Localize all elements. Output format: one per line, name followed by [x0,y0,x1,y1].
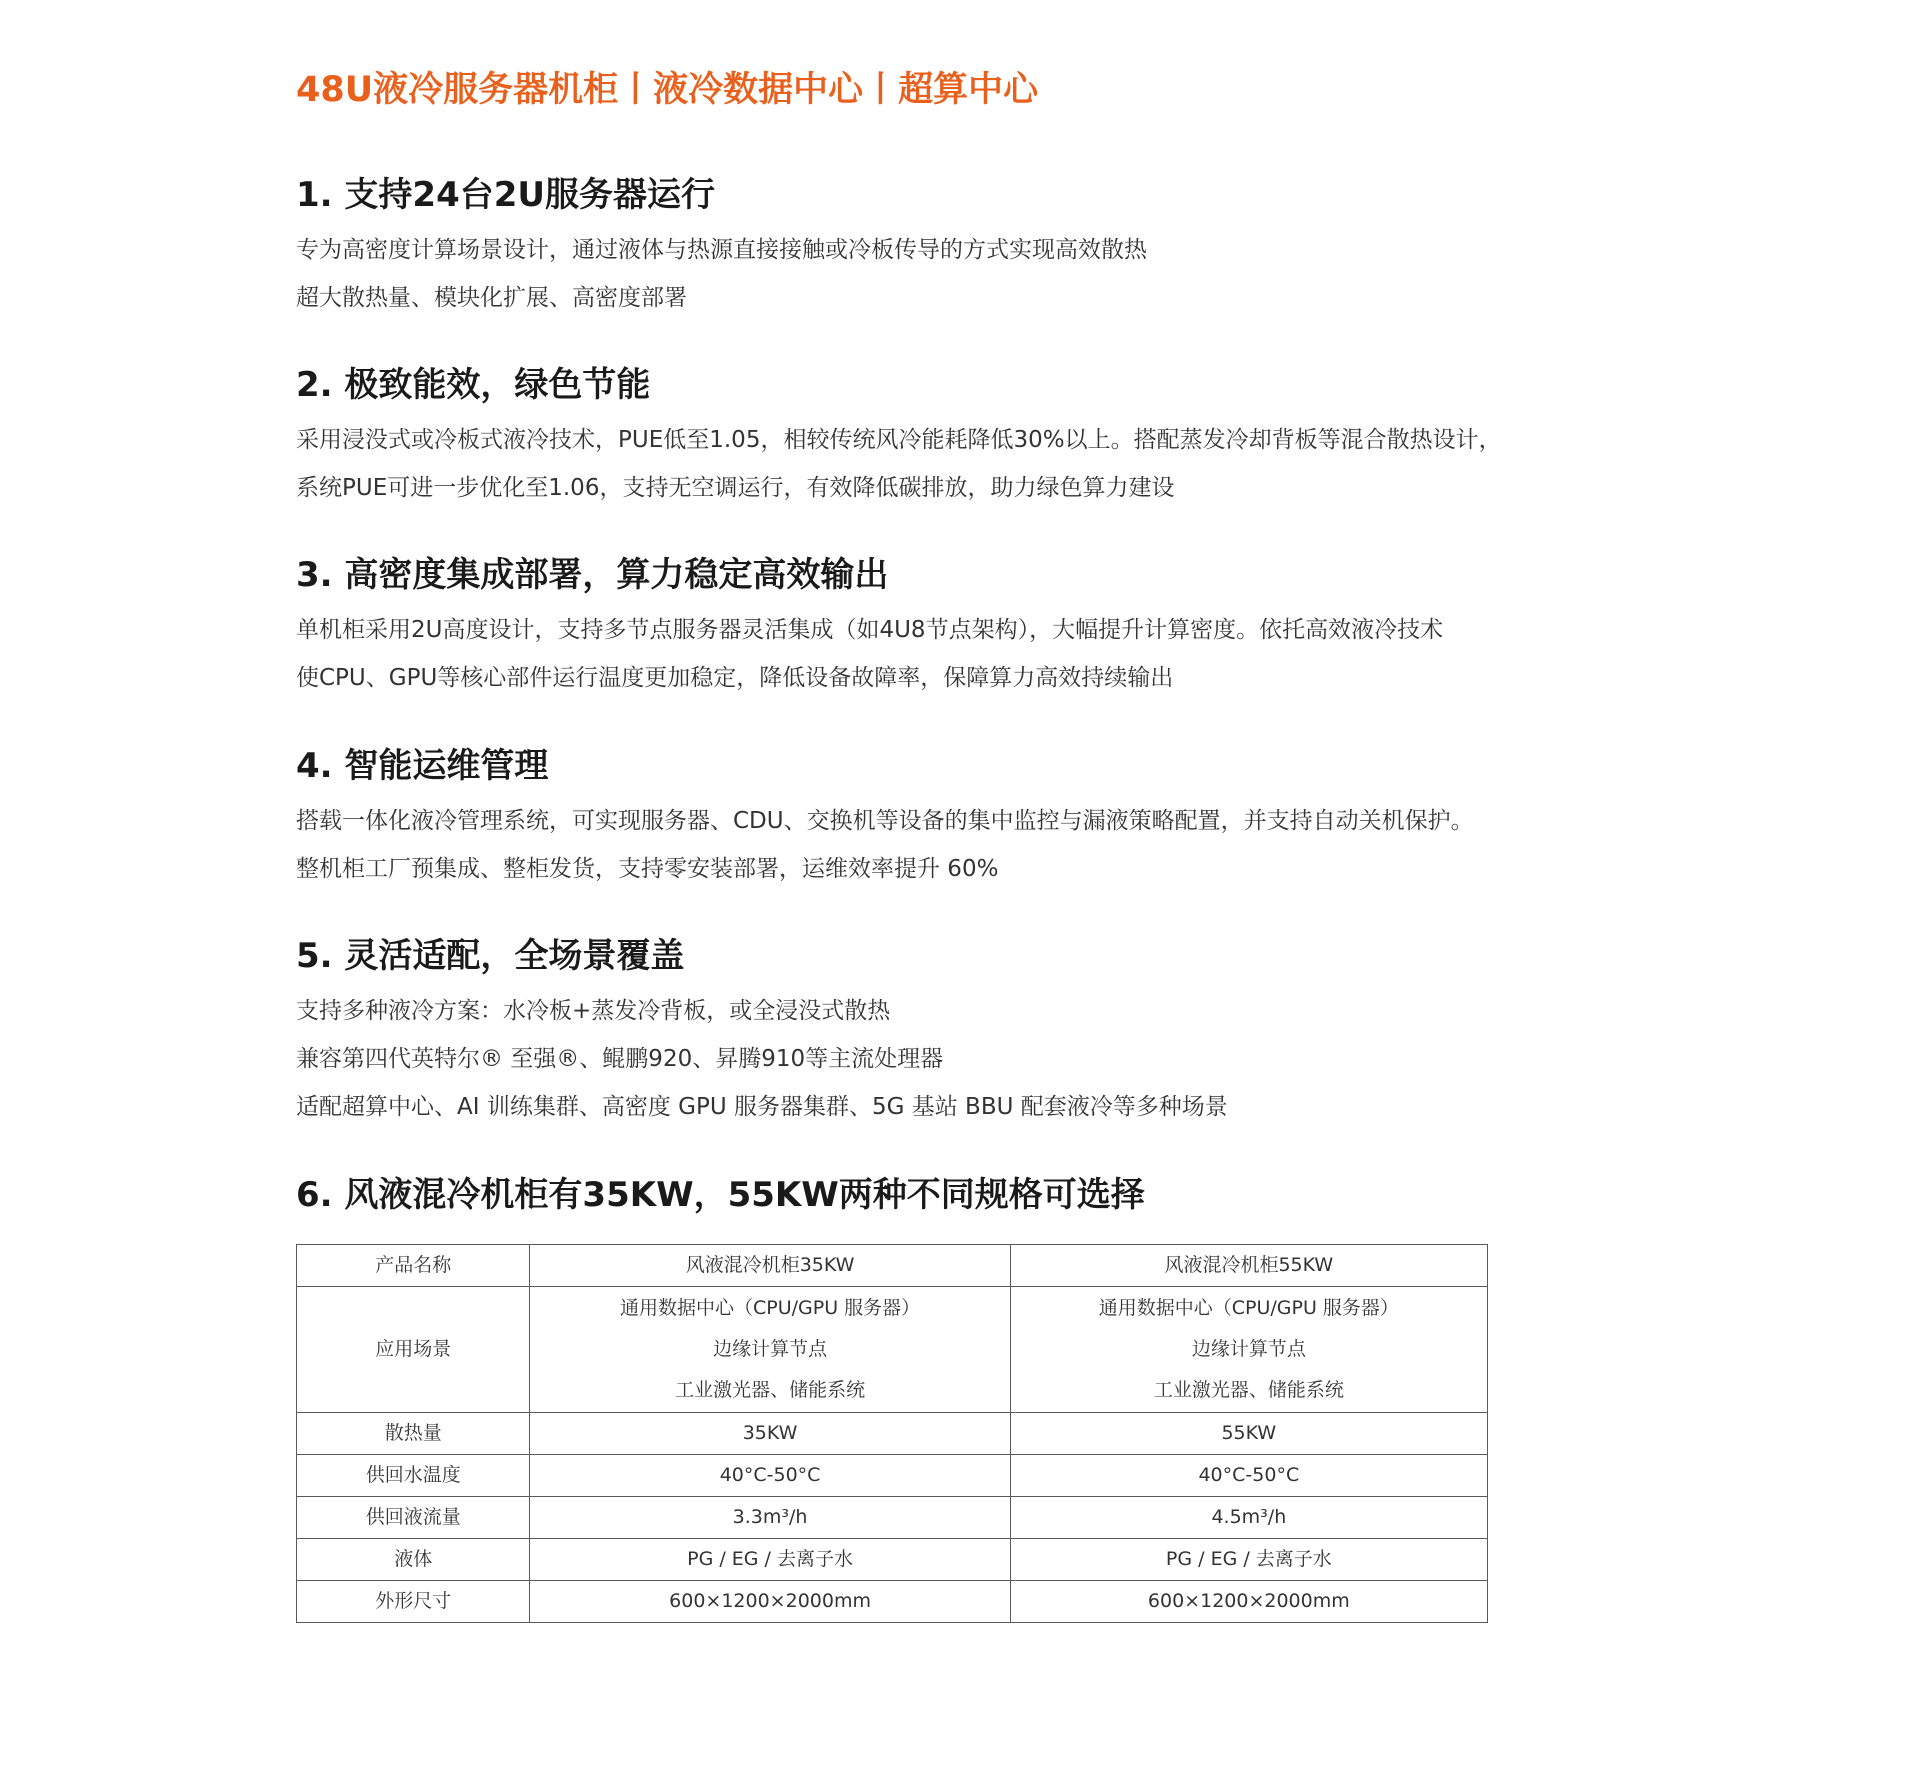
table-cell-value: 40°C-50°C [1010,1455,1487,1497]
table-cell-application-35kw [530,1287,1010,1413]
table-cell-model-55kw: 风液混冷机柜55KW [1010,1245,1487,1287]
section-heading: 1. 支持24台2U服务器运行 [296,175,715,215]
table-row-application [297,1287,1488,1413]
section-heading: 6. 风液混冷机柜有35KW，55KW两种不同规格可选择 [296,1175,1145,1215]
table-cell-label: 供回液流量 [297,1497,530,1539]
table-cell-application-55kw [1010,1287,1487,1413]
table-row [297,1497,1488,1539]
table-cell-value: 40°C-50°C [530,1455,1010,1497]
table-cell-label: 外形尺寸 [297,1581,530,1623]
section-6 [296,1172,1696,1218]
table-row [297,1413,1488,1455]
application-line: 工业激光器、储能系统 [675,1379,866,1401]
table-cell-value: 3.3m³/h [530,1497,1010,1539]
section-text: 超大散热量、模块化扩展、高密度部署 [296,285,687,311]
table-row [297,1581,1488,1623]
table-cell-label: 散热量 [297,1413,530,1455]
section-text: 支持多种液冷方案：水冷板+蒸发冷背板，或全浸没式散热 [296,998,891,1024]
application-line: 边缘计算节点 [713,1338,828,1360]
table-row [297,1455,1488,1497]
table-cell-label: 应用场景 [297,1287,530,1413]
application-line: 通用数据中心（CPU/GPU 服务器） [1098,1297,1399,1319]
section-1 [296,172,1696,322]
table-row [297,1539,1488,1581]
application-line: 工业激光器、储能系统 [1153,1379,1344,1401]
table-cell-label: 产品名称 [297,1245,530,1287]
section-heading: 3. 高密度集成部署，算力稳定高效输出 [296,555,889,595]
section-text: 适配超算中心、AI 训练集群、高密度 GPU 服务器集群、5G 基站 BBU 配套液冷等多种场景 [296,1094,1228,1120]
page-title: 48U液冷服务器机柜丨液冷数据中心丨超算中心 [296,70,1039,110]
table-cell-value: 55KW [1010,1413,1487,1455]
section-text: 专为高密度计算场景设计，通过液体与热源直接接触或冷板传导的方式实现高效散热 [296,237,1147,263]
table-cell-value: 600×1200×2000mm [530,1581,1010,1623]
table-cell-value: 35KW [530,1413,1010,1455]
table-cell-label: 供回水温度 [297,1455,530,1497]
section-text: 使CPU、GPU等核心部件运行温度更加稳定，降低设备故障率，保障算力高效持续输出 [296,665,1174,691]
table-cell-value: PG / EG / 去离子水 [530,1539,1010,1581]
table-cell-value: 4.5m³/h [1010,1497,1487,1539]
section-text: 系统PUE可进一步优化至1.06，支持无空调运行，有效降低碳排放，助力绿色算力建设 [296,475,1175,501]
table-cell-model-35kw: 风液混冷机柜35KW [530,1245,1010,1287]
spec-table [296,1244,1488,1623]
section-text: 单机柜采用2U高度设计，支持多节点服务器灵活集成（如4U8节点架构），大幅提升计算密度。依托高效液冷技术 [296,617,1444,643]
table-header-row [297,1245,1488,1287]
section-3 [296,552,1696,702]
section-2 [296,362,1696,512]
section-text: 整机柜工厂预集成、整柜发货，支持零安装部署，运维效率提升 60% [296,856,999,882]
section-text: 搭载一体化液冷管理系统，可实现服务器、CDU、交换机等设备的集中监控与漏液策略配置，并支持自动关机保护。 [296,808,1474,834]
application-line: 通用数据中心（CPU/GPU 服务器） [619,1297,921,1319]
section-4 [296,743,1696,893]
section-heading: 4. 智能运维管理 [296,746,549,786]
table-cell-value: 600×1200×2000mm [1010,1581,1487,1623]
table-cell-value: PG / EG / 去离子水 [1010,1539,1487,1581]
section-5 [296,933,1696,1131]
section-text: 采用浸没式或冷板式液冷技术，PUE低至1.05，相较传统风冷能耗降低30%以上。搭配蒸发冷却背板等混合散热设计， [296,427,1502,453]
table-cell-label: 液体 [297,1539,530,1581]
application-line: 边缘计算节点 [1191,1338,1306,1360]
section-heading: 2. 极致能效，绿色节能 [296,365,651,405]
section-text: 兼容第四代英特尔® 至强®、鲲鹏920、昇腾910等主流处理器 [296,1046,944,1072]
section-heading: 5. 灵活适配，全场景覆盖 [296,936,685,976]
